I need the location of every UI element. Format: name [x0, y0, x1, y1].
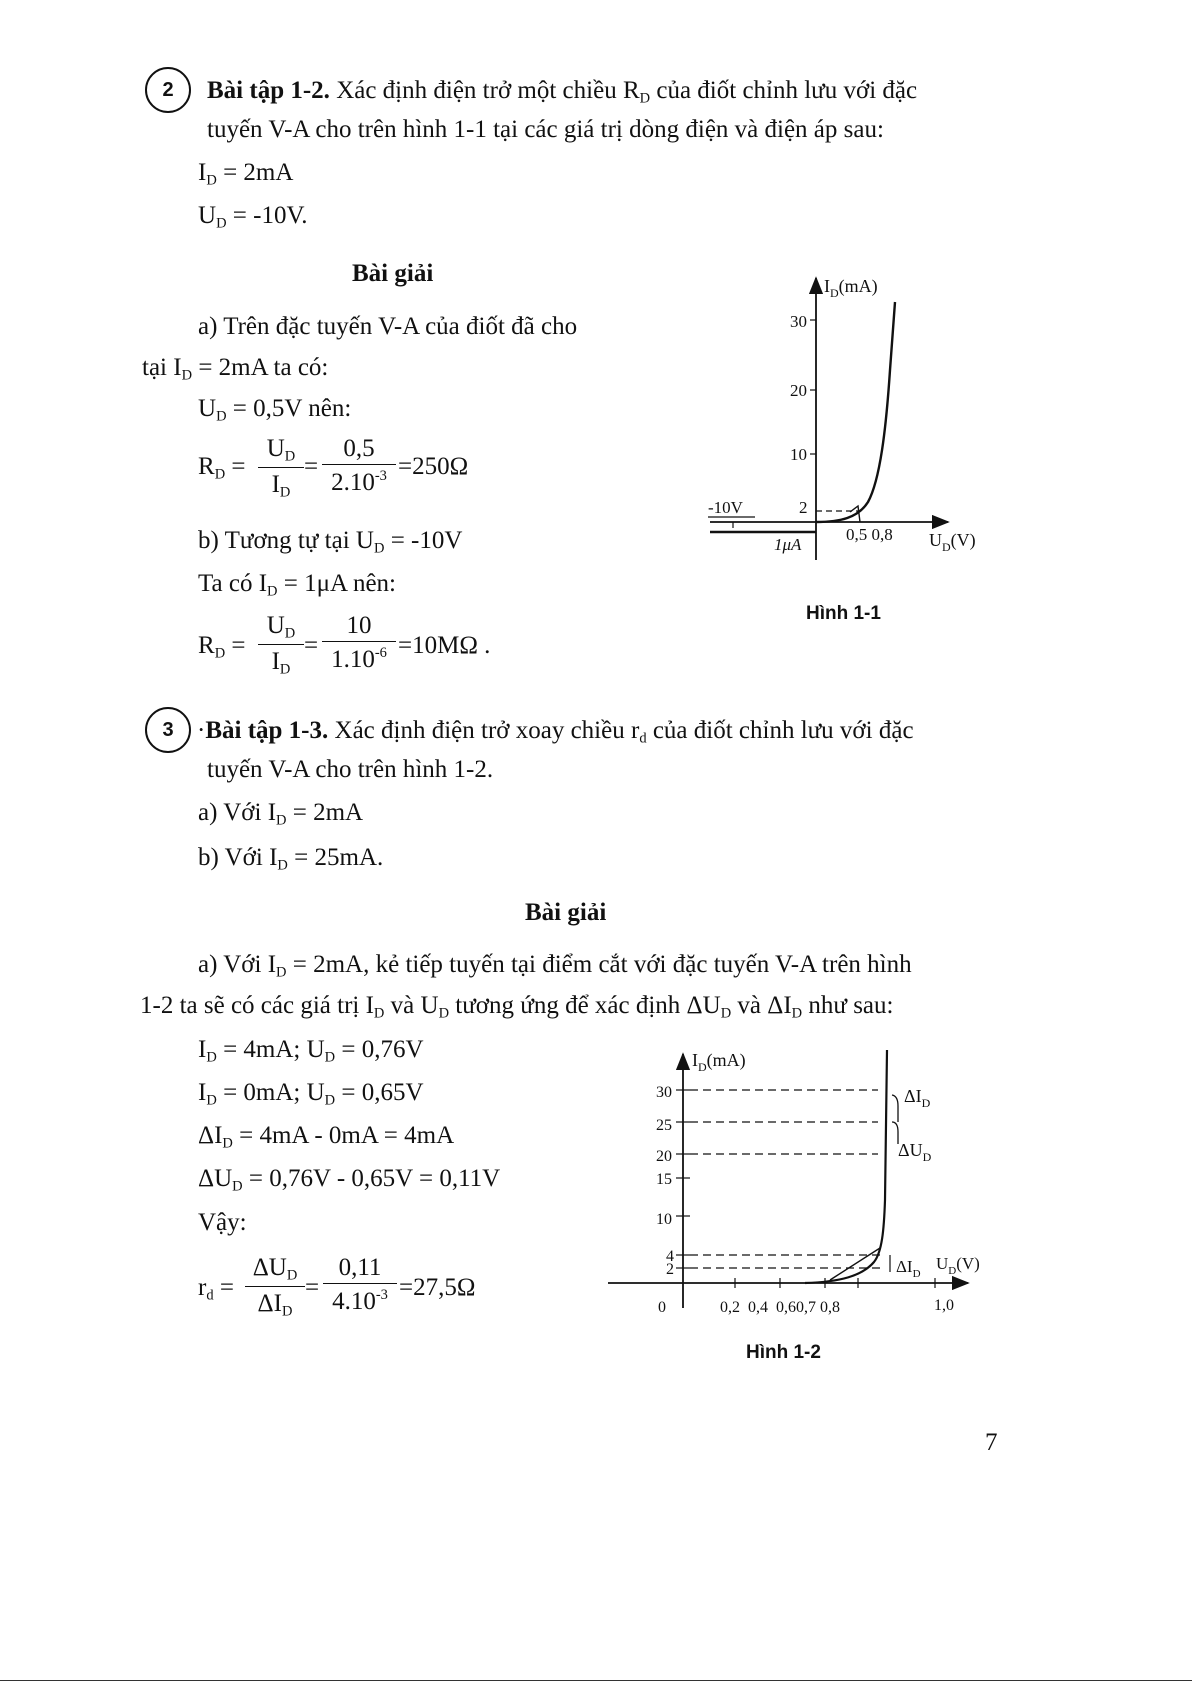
exercise-1-2-line-2: tuyến V-A cho trên hình 1-1 tại các giá trị dòng điện và điện áp sau: — [207, 116, 884, 143]
delta-i-small-label: $\Delta I_D$ — [896, 1257, 921, 1280]
given-voltage: $U_D = -10V$. — [198, 202, 308, 232]
exercise-text: Xác định điện trở xoay chiều r — [328, 717, 640, 744]
solution-line: Vậy: — [198, 1209, 247, 1236]
tick-label: 20 — [656, 1148, 672, 1165]
exercise-1-3-line-2: tuyến V-A cho trên hình 1-2. — [207, 756, 494, 783]
solution-line: $\Delta I_D = 4mA - 0mA = 4mA$ — [198, 1122, 455, 1152]
tick-label: 30 — [790, 312, 807, 331]
solution-line: $I_D = 4mA$; $U_D = 0,76V$ — [198, 1036, 424, 1066]
solution-heading: Bài giải — [525, 899, 607, 926]
exercise-text: của điốt chỉnh lưu với đặc — [650, 77, 918, 104]
figure-caption: Hình 1-2 — [746, 1342, 821, 1363]
fraction-values: 0,11 $4.10^{-3}$ — [323, 1255, 397, 1314]
tick-label: 30 — [656, 1084, 672, 1101]
formula-result: =10MΩ . — [398, 632, 491, 659]
formula-result: =250Ω — [398, 453, 469, 480]
tick-label: 4 — [666, 1248, 674, 1265]
formula-lhs: $R_D$ = — [198, 453, 246, 483]
page-number: 7 — [985, 1429, 998, 1456]
fraction-values: 0,5 $2.10^{-3}$ — [322, 436, 396, 495]
tick-label: 0,5 0,8 — [846, 525, 893, 544]
tick-label: 10 — [656, 1211, 672, 1228]
exercise-title: Bài tập 1-2. — [207, 77, 330, 104]
exercise-number-badge: 2 — [145, 67, 191, 113]
solution-text: a) Với $I_D = 2mA$, kẻ tiếp tuyến tại điểm cắt với đặc tuyến V-A trên hình — [198, 951, 912, 981]
solution-text: b) Tương tự tại $U_D = -10V$ — [198, 527, 463, 557]
formula-lhs: $r_d$ = — [198, 1274, 234, 1304]
equals-sign: = — [304, 453, 319, 480]
exercise-item-a: a) Với $I_D = 2mA$ — [198, 799, 364, 829]
forward-curve — [816, 302, 895, 522]
page-bottom-rule — [0, 1680, 1192, 1681]
fraction-ud-id: $U_D$ $I_D$ — [258, 436, 304, 500]
formula-lhs: $R_D$ = — [198, 632, 246, 662]
equals-sign: = — [304, 632, 319, 659]
exercise-text: của điốt chỉnh lưu với đặc — [646, 717, 914, 744]
fraction-ud-id: $U_D$ $I_D$ — [258, 613, 304, 677]
formula-result: =27,5Ω — [399, 1274, 476, 1301]
tick-label: 15 — [656, 1171, 672, 1188]
solution-text: 1-2 ta sẽ có các giá trị $I_D$ và $U_D$ tương ứng để xác định $\Delta U_D$ và $\Delta I_D$ như sau: — [140, 992, 894, 1022]
solution-line: $I_D = 0mA$; $U_D = 0,65V$ — [198, 1079, 424, 1109]
tick-label: 2 — [799, 498, 808, 517]
tick-label: 0 — [658, 1299, 666, 1316]
y-axis-label: $I_D(mA)$ — [692, 1050, 746, 1074]
tick-label: -10V — [708, 498, 743, 517]
tick-label: 10 — [790, 445, 807, 464]
tick-label: 20 — [790, 381, 807, 400]
fraction-delta: $\Delta U_D$ $\Delta I_D$ — [245, 1255, 305, 1319]
solution-text: $U_D = 0,5V$ nên: — [198, 395, 352, 425]
forward-curve — [805, 1050, 887, 1283]
exercise-title: Bài tập 1-3. — [205, 717, 329, 744]
figure-caption: Hình 1-1 — [806, 603, 881, 624]
exercise-text: Xác định điện trở một chiều R — [329, 77, 640, 104]
delta-u-label: $\Delta U_D$ — [898, 1140, 932, 1164]
equals-sign: = — [305, 1274, 320, 1301]
x-axis-label: $U_D(V)$ — [936, 1254, 980, 1277]
solution-text: a) Trên đặc tuyến V-A của điốt đã cho — [198, 313, 578, 340]
delta-i-label: $\Delta I_D$ — [904, 1086, 931, 1110]
exercise-item-b: b) Với $I_D = 25mA$. — [198, 844, 384, 874]
figure-1-1 — [700, 270, 1000, 570]
y-axis-label: $I_D(mA)$ — [824, 276, 878, 300]
figure-1-2 — [600, 1040, 1000, 1330]
exercise-number-badge: 3 — [145, 707, 191, 753]
exercise-1-2-line-1: Bài tập 1-2. Xác định điện trở một chiều $R_D$ của điốt chỉnh lưu với đặc — [207, 77, 918, 107]
x-axis-label: $U_D(V)$ — [929, 530, 976, 554]
exercise-1-3-line-1: ·Bài tập 1-3. Xác định điện trở xoay chiều $r_d$ của điốt chỉnh lưu với đặc — [197, 717, 914, 747]
fraction-values: 10 $1.10^{-6}$ — [322, 613, 396, 672]
tick-label: 0,2 0,4 0,60,7 0,8 — [720, 1299, 840, 1316]
tick-label: 25 — [656, 1117, 672, 1134]
tick-label: 1,0 — [934, 1297, 954, 1314]
solution-text: tại $I_D = 2mA$ ta có: — [142, 354, 329, 384]
solution-line: $\Delta U_D = 0,76V - 0,65V = 0,11V$ — [198, 1165, 501, 1195]
solution-heading: Bài giải — [352, 260, 434, 287]
solution-text: Ta có $I_D = 1\mu A$ nên: — [198, 570, 397, 600]
tick-label: 2 — [666, 1261, 674, 1278]
given-current: $I_D = 2mA$ — [198, 159, 294, 189]
tick-label: 1μA — [774, 535, 802, 554]
